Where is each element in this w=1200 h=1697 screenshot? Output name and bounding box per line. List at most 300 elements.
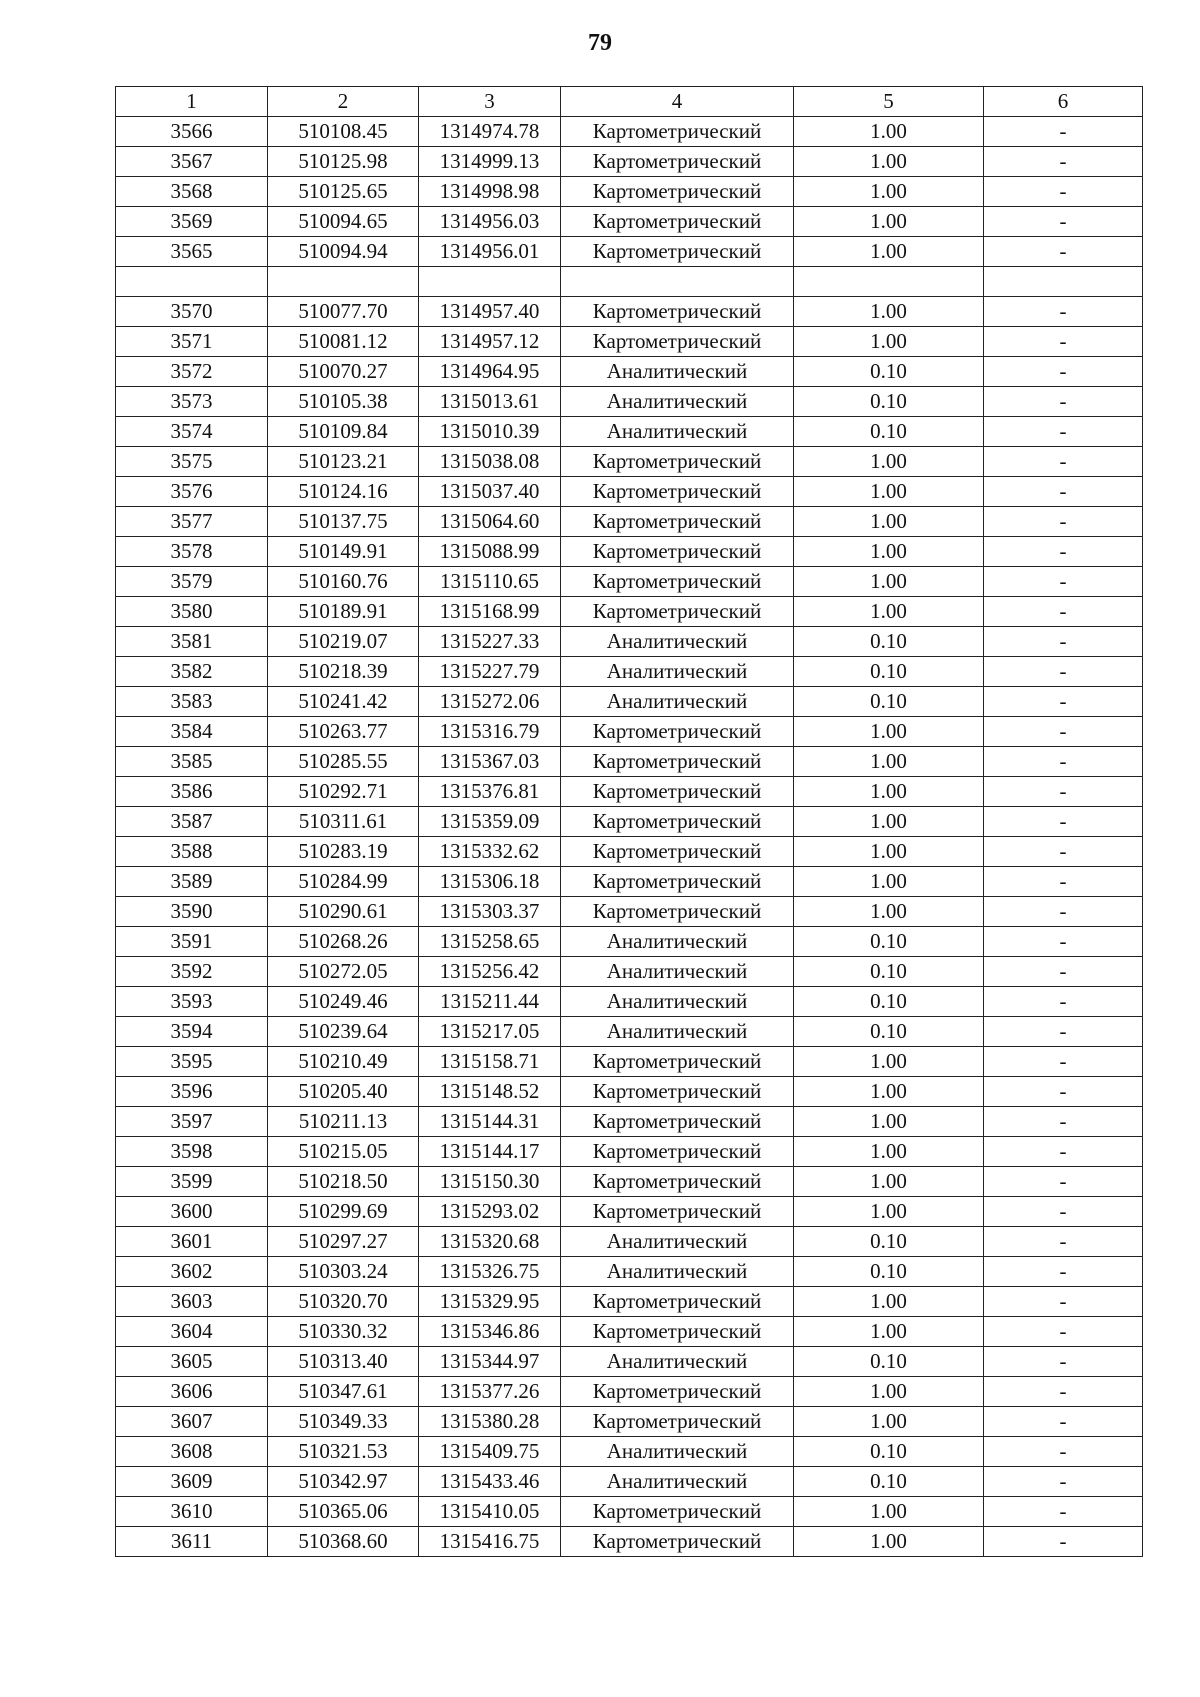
point-number-cell: 3605: [116, 1347, 268, 1377]
method-cell: Картометрический: [561, 807, 794, 837]
point-number-cell: 3599: [116, 1167, 268, 1197]
method-cell: Картометрический: [561, 1377, 794, 1407]
point-number-cell: 3582: [116, 657, 268, 687]
table-row: [116, 927, 1143, 957]
y-coordinate-cell: 1315409.75: [419, 1437, 561, 1467]
accuracy-cell: 0.10: [794, 357, 984, 387]
point-number-cell: 3610: [116, 1497, 268, 1527]
accuracy-cell: 1.00: [794, 537, 984, 567]
table-row: [116, 717, 1143, 747]
y-coordinate-cell: 1315332.62: [419, 837, 561, 867]
note-cell: -: [984, 1437, 1143, 1467]
y-coordinate-cell: 1314974.78: [419, 117, 561, 147]
table-row: [116, 177, 1143, 207]
table-row: [116, 1347, 1143, 1377]
note-cell: -: [984, 1227, 1143, 1257]
point-number-cell: 3600: [116, 1197, 268, 1227]
point-number-cell: 3598: [116, 1137, 268, 1167]
y-coordinate-cell: 1315217.05: [419, 1017, 561, 1047]
table-row: [116, 627, 1143, 657]
accuracy-cell: 1.00: [794, 897, 984, 927]
y-coordinate-cell: 1315158.71: [419, 1047, 561, 1077]
table-row: [116, 957, 1143, 987]
point-number-cell: 3571: [116, 327, 268, 357]
table-row: [116, 327, 1143, 357]
note-cell: -: [984, 1017, 1143, 1047]
x-coordinate-cell: 510241.42: [268, 687, 419, 717]
method-cell: Картометрический: [561, 1527, 794, 1557]
x-coordinate-cell: 510263.77: [268, 717, 419, 747]
accuracy-cell: 1.00: [794, 147, 984, 177]
coordinates-table: [115, 86, 1143, 1557]
x-coordinate-cell: 510160.76: [268, 567, 419, 597]
accuracy-cell: 1.00: [794, 1377, 984, 1407]
table-row: [116, 837, 1143, 867]
point-number-cell: 3608: [116, 1437, 268, 1467]
note-cell: -: [984, 747, 1143, 777]
y-coordinate-cell: 1315433.46: [419, 1467, 561, 1497]
table-body: [116, 117, 1143, 1557]
y-coordinate-cell: [419, 267, 561, 297]
point-number-cell: 3595: [116, 1047, 268, 1077]
x-coordinate-cell: 510303.24: [268, 1257, 419, 1287]
point-number-cell: 3570: [116, 297, 268, 327]
y-coordinate-cell: 1315227.33: [419, 627, 561, 657]
accuracy-cell: 1.00: [794, 1077, 984, 1107]
y-coordinate-cell: 1315410.05: [419, 1497, 561, 1527]
note-cell: -: [984, 507, 1143, 537]
point-number-cell: 3602: [116, 1257, 268, 1287]
note-cell: -: [984, 147, 1143, 177]
note-cell: -: [984, 387, 1143, 417]
accuracy-cell: 1.00: [794, 1497, 984, 1527]
table-row: [116, 1407, 1143, 1437]
accuracy-cell: 1.00: [794, 327, 984, 357]
point-number-cell: 3586: [116, 777, 268, 807]
method-cell: Картометрический: [561, 477, 794, 507]
y-coordinate-cell: 1315013.61: [419, 387, 561, 417]
note-cell: -: [984, 447, 1143, 477]
y-coordinate-cell: 1315346.86: [419, 1317, 561, 1347]
table-row: [116, 1077, 1143, 1107]
x-coordinate-cell: 510292.71: [268, 777, 419, 807]
method-cell: Аналитический: [561, 1347, 794, 1377]
note-cell: -: [984, 177, 1143, 207]
x-coordinate-cell: 510320.70: [268, 1287, 419, 1317]
accuracy-cell: 1.00: [794, 177, 984, 207]
accuracy-cell: 1.00: [794, 747, 984, 777]
y-coordinate-cell: 1315037.40: [419, 477, 561, 507]
note-cell: -: [984, 537, 1143, 567]
point-number-cell: 3565: [116, 237, 268, 267]
x-coordinate-cell: 510297.27: [268, 1227, 419, 1257]
x-coordinate-cell: 510094.94: [268, 237, 419, 267]
table-row: [116, 567, 1143, 597]
x-coordinate-cell: 510081.12: [268, 327, 419, 357]
accuracy-cell: 1.00: [794, 597, 984, 627]
y-coordinate-cell: 1315227.79: [419, 657, 561, 687]
note-cell: -: [984, 837, 1143, 867]
y-coordinate-cell: 1315144.17: [419, 1137, 561, 1167]
point-number-cell: 3588: [116, 837, 268, 867]
point-number-cell: 3576: [116, 477, 268, 507]
method-cell: Аналитический: [561, 357, 794, 387]
point-number-cell: 3611: [116, 1527, 268, 1557]
accuracy-cell: 0.10: [794, 927, 984, 957]
x-coordinate-cell: 510189.91: [268, 597, 419, 627]
method-cell: Картометрический: [561, 897, 794, 927]
y-coordinate-cell: 1315367.03: [419, 747, 561, 777]
accuracy-cell: 1.00: [794, 1317, 984, 1347]
method-cell: Картометрический: [561, 567, 794, 597]
point-number-cell: 3577: [116, 507, 268, 537]
x-coordinate-cell: 510218.39: [268, 657, 419, 687]
x-coordinate-cell: 510347.61: [268, 1377, 419, 1407]
x-coordinate-cell: 510365.06: [268, 1497, 419, 1527]
note-cell: -: [984, 1167, 1143, 1197]
note-cell: -: [984, 327, 1143, 357]
note-cell: -: [984, 1047, 1143, 1077]
method-cell: Картометрический: [561, 117, 794, 147]
accuracy-cell: 0.10: [794, 957, 984, 987]
method-cell: Картометрический: [561, 237, 794, 267]
accuracy-cell: 0.10: [794, 387, 984, 417]
table-row: [116, 537, 1143, 567]
x-coordinate-cell: 510205.40: [268, 1077, 419, 1107]
method-cell: Картометрический: [561, 1317, 794, 1347]
table-header-row: [116, 87, 1143, 117]
y-coordinate-cell: 1314998.98: [419, 177, 561, 207]
x-coordinate-cell: 510249.46: [268, 987, 419, 1017]
method-cell: Картометрический: [561, 537, 794, 567]
y-coordinate-cell: 1315038.08: [419, 447, 561, 477]
point-number-cell: 3580: [116, 597, 268, 627]
table-row: [116, 1137, 1143, 1167]
point-number-cell: 3592: [116, 957, 268, 987]
note-cell: -: [984, 1377, 1143, 1407]
accuracy-cell: 1.00: [794, 477, 984, 507]
y-coordinate-cell: 1315303.37: [419, 897, 561, 927]
accuracy-cell: 1.00: [794, 237, 984, 267]
accuracy-cell: 1.00: [794, 567, 984, 597]
method-cell: Картометрический: [561, 147, 794, 177]
table-row: [116, 1227, 1143, 1257]
accuracy-cell: 0.10: [794, 987, 984, 1017]
accuracy-cell: 1.00: [794, 1137, 984, 1167]
table-row: [116, 1287, 1143, 1317]
x-coordinate-cell: 510311.61: [268, 807, 419, 837]
point-number-cell: 3566: [116, 117, 268, 147]
x-coordinate-cell: 510210.49: [268, 1047, 419, 1077]
accuracy-cell: 0.10: [794, 417, 984, 447]
y-coordinate-cell: 1315293.02: [419, 1197, 561, 1227]
table-row: [116, 687, 1143, 717]
accuracy-cell: 0.10: [794, 1227, 984, 1257]
x-coordinate-cell: 510321.53: [268, 1437, 419, 1467]
method-cell: Картометрический: [561, 747, 794, 777]
note-cell: -: [984, 657, 1143, 687]
accuracy-cell: 0.10: [794, 627, 984, 657]
point-number-cell: 3593: [116, 987, 268, 1017]
x-coordinate-cell: 510070.27: [268, 357, 419, 387]
x-coordinate-cell: 510137.75: [268, 507, 419, 537]
y-coordinate-cell: 1315211.44: [419, 987, 561, 1017]
note-cell: -: [984, 957, 1143, 987]
method-cell: [561, 267, 794, 297]
y-coordinate-cell: 1315416.75: [419, 1527, 561, 1557]
x-coordinate-cell: 510284.99: [268, 867, 419, 897]
method-cell: Картометрический: [561, 597, 794, 627]
accuracy-cell: 0.10: [794, 687, 984, 717]
x-coordinate-cell: 510219.07: [268, 627, 419, 657]
x-coordinate-cell: 510368.60: [268, 1527, 419, 1557]
note-cell: -: [984, 987, 1143, 1017]
method-cell: Картометрический: [561, 507, 794, 537]
point-number-cell: 3596: [116, 1077, 268, 1107]
x-coordinate-cell: 510342.97: [268, 1467, 419, 1497]
method-cell: Аналитический: [561, 1257, 794, 1287]
y-coordinate-cell: 1315064.60: [419, 507, 561, 537]
method-cell: Аналитический: [561, 987, 794, 1017]
x-coordinate-cell: 510239.64: [268, 1017, 419, 1047]
accuracy-cell: 1.00: [794, 447, 984, 477]
method-cell: Картометрический: [561, 1137, 794, 1167]
y-coordinate-cell: 1314964.95: [419, 357, 561, 387]
point-number-cell: 3589: [116, 867, 268, 897]
method-cell: Картометрический: [561, 1047, 794, 1077]
point-number-cell: 3597: [116, 1107, 268, 1137]
x-coordinate-cell: 510108.45: [268, 117, 419, 147]
method-cell: Картометрический: [561, 1407, 794, 1437]
x-coordinate-cell: 510124.16: [268, 477, 419, 507]
table-row: [116, 1377, 1143, 1407]
table-row: [116, 417, 1143, 447]
y-coordinate-cell: 1314999.13: [419, 147, 561, 177]
y-coordinate-cell: 1315272.06: [419, 687, 561, 717]
note-cell: -: [984, 567, 1143, 597]
method-cell: Картометрический: [561, 1287, 794, 1317]
accuracy-cell: [794, 267, 984, 297]
point-number-cell: 3607: [116, 1407, 268, 1437]
note-cell: -: [984, 207, 1143, 237]
table-row: [116, 1527, 1143, 1557]
note-cell: -: [984, 1497, 1143, 1527]
accuracy-cell: 1.00: [794, 807, 984, 837]
column-header: 1: [116, 87, 268, 117]
page-number: 79: [588, 30, 612, 56]
table-row: [116, 1257, 1143, 1287]
column-header: 3: [419, 87, 561, 117]
note-cell: -: [984, 1197, 1143, 1227]
note-cell: -: [984, 1257, 1143, 1287]
accuracy-cell: 1.00: [794, 1407, 984, 1437]
y-coordinate-cell: 1315316.79: [419, 717, 561, 747]
table-row: [116, 1497, 1143, 1527]
y-coordinate-cell: 1314956.01: [419, 237, 561, 267]
table-row: [116, 357, 1143, 387]
method-cell: Картометрический: [561, 327, 794, 357]
point-number-cell: 3603: [116, 1287, 268, 1317]
note-cell: [984, 267, 1143, 297]
y-coordinate-cell: 1314956.03: [419, 207, 561, 237]
table-row: [116, 1197, 1143, 1227]
y-coordinate-cell: 1315148.52: [419, 1077, 561, 1107]
note-cell: -: [984, 1077, 1143, 1107]
method-cell: Аналитический: [561, 1467, 794, 1497]
method-cell: Картометрический: [561, 1197, 794, 1227]
x-coordinate-cell: 510218.50: [268, 1167, 419, 1197]
table-row: [116, 447, 1143, 477]
table-row: [116, 1467, 1143, 1497]
x-coordinate-cell: 510299.69: [268, 1197, 419, 1227]
x-coordinate-cell: 510125.98: [268, 147, 419, 177]
x-coordinate-cell: 510283.19: [268, 837, 419, 867]
x-coordinate-cell: 510149.91: [268, 537, 419, 567]
y-coordinate-cell: 1315010.39: [419, 417, 561, 447]
table-row: [116, 267, 1143, 297]
method-cell: Аналитический: [561, 1227, 794, 1257]
method-cell: Аналитический: [561, 957, 794, 987]
note-cell: -: [984, 777, 1143, 807]
accuracy-cell: 1.00: [794, 1107, 984, 1137]
note-cell: -: [984, 927, 1143, 957]
column-header: 2: [268, 87, 419, 117]
point-number-cell: 3591: [116, 927, 268, 957]
point-number-cell: 3606: [116, 1377, 268, 1407]
accuracy-cell: 1.00: [794, 837, 984, 867]
table-row: [116, 1047, 1143, 1077]
method-cell: Картометрический: [561, 1167, 794, 1197]
method-cell: Картометрический: [561, 207, 794, 237]
point-number-cell: 3587: [116, 807, 268, 837]
method-cell: Картометрический: [561, 1077, 794, 1107]
y-coordinate-cell: 1315110.65: [419, 567, 561, 597]
x-coordinate-cell: 510215.05: [268, 1137, 419, 1167]
method-cell: Аналитический: [561, 1437, 794, 1467]
x-coordinate-cell: 510330.32: [268, 1317, 419, 1347]
table-row: [116, 117, 1143, 147]
accuracy-cell: 0.10: [794, 1437, 984, 1467]
method-cell: Аналитический: [561, 627, 794, 657]
note-cell: -: [984, 1527, 1143, 1557]
method-cell: Картометрический: [561, 297, 794, 327]
method-cell: Аналитический: [561, 417, 794, 447]
note-cell: -: [984, 357, 1143, 387]
x-coordinate-cell: 510349.33: [268, 1407, 419, 1437]
point-number-cell: 3590: [116, 897, 268, 927]
point-number-cell: 3579: [116, 567, 268, 597]
table-row: [116, 147, 1143, 177]
accuracy-cell: 1.00: [794, 207, 984, 237]
method-cell: Картометрический: [561, 447, 794, 477]
x-coordinate-cell: 510313.40: [268, 1347, 419, 1377]
point-number-cell: 3568: [116, 177, 268, 207]
note-cell: -: [984, 627, 1143, 657]
y-coordinate-cell: 1315258.65: [419, 927, 561, 957]
table-row: [116, 477, 1143, 507]
method-cell: Картометрический: [561, 867, 794, 897]
table-row: [116, 207, 1143, 237]
method-cell: Аналитический: [561, 387, 794, 417]
x-coordinate-cell: 510094.65: [268, 207, 419, 237]
note-cell: -: [984, 117, 1143, 147]
x-coordinate-cell: 510109.84: [268, 417, 419, 447]
x-coordinate-cell: 510272.05: [268, 957, 419, 987]
y-coordinate-cell: 1315359.09: [419, 807, 561, 837]
y-coordinate-cell: 1315344.97: [419, 1347, 561, 1377]
table-row: [116, 297, 1143, 327]
table-row: [116, 1017, 1143, 1047]
table-row: [116, 807, 1143, 837]
accuracy-cell: 0.10: [794, 1467, 984, 1497]
table-row: [116, 597, 1143, 627]
y-coordinate-cell: 1315150.30: [419, 1167, 561, 1197]
note-cell: -: [984, 597, 1143, 627]
point-number-cell: 3569: [116, 207, 268, 237]
accuracy-cell: 0.10: [794, 1347, 984, 1377]
note-cell: -: [984, 897, 1143, 927]
y-coordinate-cell: 1315320.68: [419, 1227, 561, 1257]
accuracy-cell: 1.00: [794, 1047, 984, 1077]
x-coordinate-cell: 510285.55: [268, 747, 419, 777]
x-coordinate-cell: 510125.65: [268, 177, 419, 207]
y-coordinate-cell: 1315377.26: [419, 1377, 561, 1407]
y-coordinate-cell: 1315306.18: [419, 867, 561, 897]
point-number-cell: 3578: [116, 537, 268, 567]
accuracy-cell: 1.00: [794, 777, 984, 807]
point-number-cell: 3584: [116, 717, 268, 747]
note-cell: -: [984, 1347, 1143, 1377]
note-cell: -: [984, 1317, 1143, 1347]
point-number-cell: 3575: [116, 447, 268, 477]
note-cell: -: [984, 1107, 1143, 1137]
point-number-cell: 3585: [116, 747, 268, 777]
note-cell: -: [984, 1137, 1143, 1167]
y-coordinate-cell: 1315256.42: [419, 957, 561, 987]
point-number-cell: 3609: [116, 1467, 268, 1497]
accuracy-cell: 1.00: [794, 297, 984, 327]
x-coordinate-cell: 510105.38: [268, 387, 419, 417]
y-coordinate-cell: 1315144.31: [419, 1107, 561, 1137]
point-number-cell: 3581: [116, 627, 268, 657]
point-number-cell: [116, 267, 268, 297]
table-row: [116, 237, 1143, 267]
accuracy-cell: 1.00: [794, 717, 984, 747]
table-row: [116, 1107, 1143, 1137]
table-row: [116, 897, 1143, 927]
method-cell: Картометрический: [561, 837, 794, 867]
accuracy-cell: 1.00: [794, 1197, 984, 1227]
y-coordinate-cell: 1315168.99: [419, 597, 561, 627]
note-cell: -: [984, 867, 1143, 897]
note-cell: -: [984, 417, 1143, 447]
y-coordinate-cell: 1314957.12: [419, 327, 561, 357]
method-cell: Картометрический: [561, 177, 794, 207]
method-cell: Аналитический: [561, 927, 794, 957]
point-number-cell: 3574: [116, 417, 268, 447]
accuracy-cell: 0.10: [794, 657, 984, 687]
table-row: [116, 657, 1143, 687]
note-cell: -: [984, 807, 1143, 837]
table-row: [116, 867, 1143, 897]
point-number-cell: 3594: [116, 1017, 268, 1047]
table-row: [116, 747, 1143, 777]
y-coordinate-cell: 1315380.28: [419, 1407, 561, 1437]
point-number-cell: 3604: [116, 1317, 268, 1347]
table-row: [116, 987, 1143, 1017]
method-cell: Аналитический: [561, 657, 794, 687]
method-cell: Картометрический: [561, 1497, 794, 1527]
